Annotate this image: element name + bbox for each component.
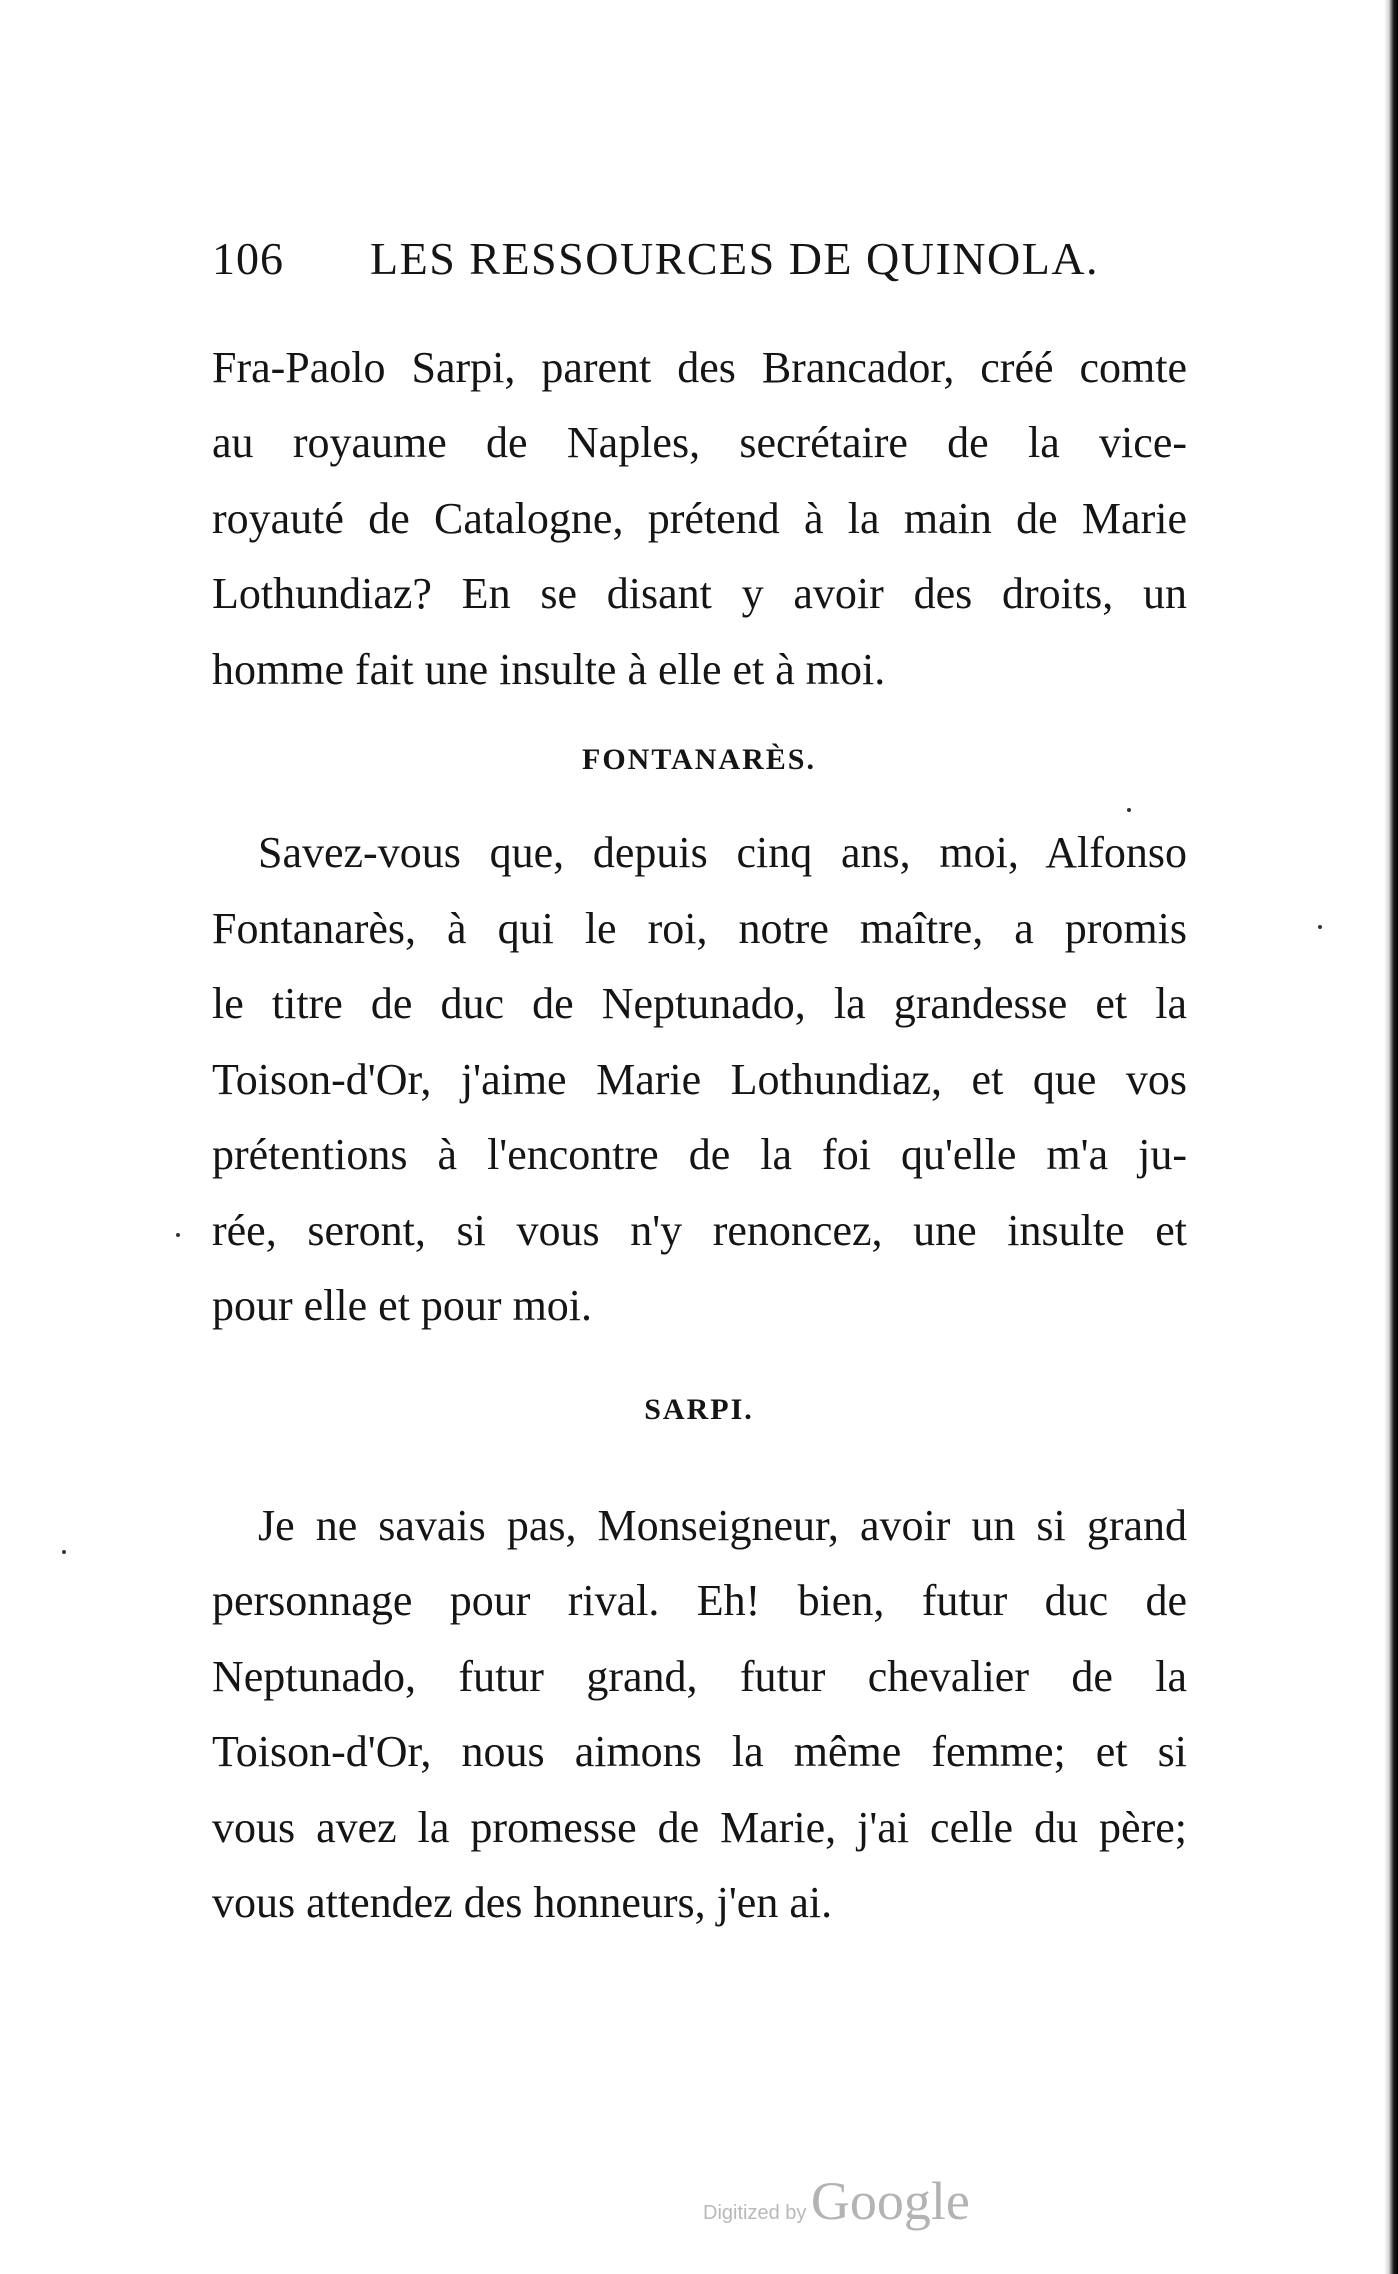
text-line: Neptunado, futur grand, futur chevalier de la [212,1652,1187,1701]
page-number: 106 [212,233,284,284]
watermark-brand: Google [810,2171,970,2231]
text-line: vous avez la promesse de Marie, j'ai celle du père; [212,1803,1187,1852]
scan-speck [176,1233,180,1237]
scan-speck [1318,925,1322,929]
scan-speck [1127,808,1131,812]
text-line: Toison-d'Or, j'aime Marie Lothundiaz, et que vos [212,1055,1187,1104]
text-line: Fontanarès, à qui le roi, notre maître, a promis [212,904,1187,953]
speaker-name: FONTANARÈS. [582,743,816,776]
scan-speck [62,1550,66,1554]
text-line: Fra-Paolo Sarpi, parent des Brancador, créé comte [212,343,1187,392]
text-line: le titre de duc de Neptunado, la grandesse et la [212,979,1187,1028]
text-line: Lothundiaz? En se disant y avoir des droits, un [212,569,1187,618]
digitization-watermark [703,2170,970,2232]
text-line: prétentions à l'encontre de la foi qu'elle m'a ju- [212,1130,1187,1179]
page-header [212,232,1100,302]
text-line: Toison-d'Or, nous aimons la même femme; et si [212,1727,1187,1776]
text-line: homme fait une insulte à elle et à moi. [212,645,886,694]
binding-edge [1384,0,1398,2274]
watermark-prefix: Digitized by [703,2202,807,2224]
text-line: au royaume de Naples, secrétaire de la vice- [212,418,1187,467]
text-line: personnage pour rival. Eh! bien, futur duc de [212,1576,1187,1625]
text-line: rée, seront, si vous n'y renoncez, une insulte et [212,1206,1187,1255]
text-line: pour elle et pour moi. [212,1281,593,1330]
speaker-name: SARPI. [644,1393,754,1426]
text-line: vous attendez des honneurs, j'en ai. [212,1878,833,1927]
text-line: Je ne savais pas, Monseigneur, avoir un si grand [258,1501,1187,1550]
text-line: Savez-vous que, depuis cinq ans, moi, Alfonso [258,828,1187,877]
text-line: royauté de Catalogne, prétend à la main de Marie [212,494,1187,543]
running-title: LES RESSOURCES DE QUINOLA. [370,233,1100,284]
